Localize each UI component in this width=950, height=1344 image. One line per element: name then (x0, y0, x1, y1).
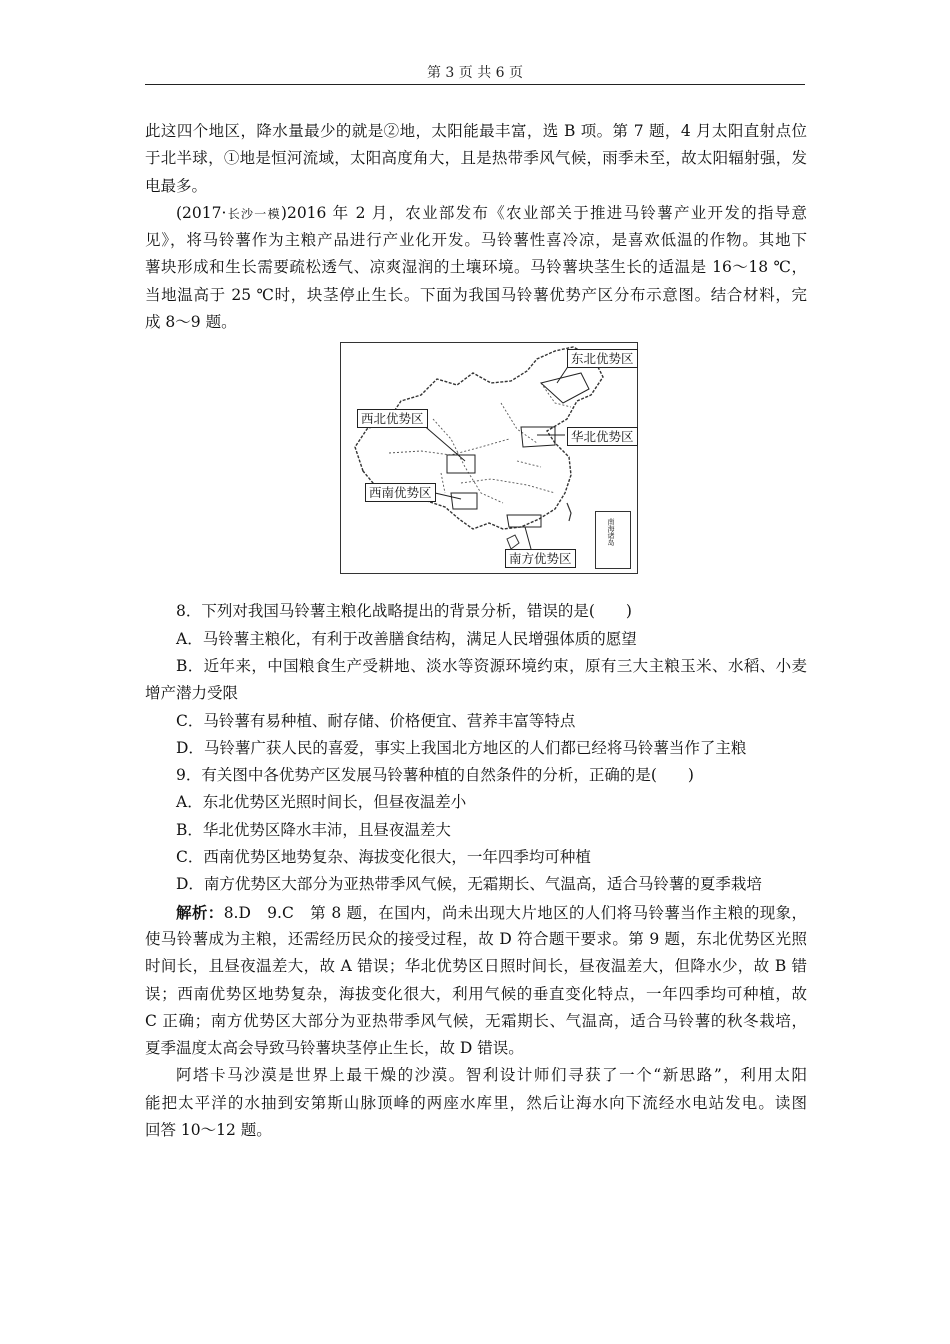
option-a: A．东北优势区光照时间长，但昼夜温差小 (176, 793, 467, 812)
option-c: C．马铃薯有易种植、耐存储、价格便宜、营养丰富等特点 (176, 711, 576, 730)
question-stem: 9．有关图中各优势产区发展马铃薯种植的自然条件的分析，正确的是( ) (176, 766, 694, 785)
option-b: B．华北优势区降水丰沛，且昼夜温差大 (176, 820, 451, 839)
option-d: D．南方优势区大部分为亚热带季风气候，无霜期长、气温高，适合马铃薯的夏季栽培 (176, 875, 762, 894)
text-line: 于北半球，①地是恒河流域，太阳高度角大，且是热带季风气候，雨季未至，故太阳辐射强，发 (145, 149, 807, 168)
option-c: C．西南优势区地势复杂、海拔变化很大，一年四季均可种植 (176, 848, 591, 867)
label-southwest: 西南优势区 (365, 483, 436, 502)
text-line: 当地温高于 25 ℃时，块茎停止生长。下面为我国马铃薯优势产区分布示意图。结合材料，完 (145, 285, 807, 304)
option-b-continued: 增产潜力受限 (145, 684, 239, 703)
text-line (145, 899, 807, 926)
text-line: 阿塔卡马沙漠是世界上最干燥的沙漠。智利设计师们寻获了一个“新思路”，利用太阳 (176, 1066, 807, 1085)
text-line: 此这四个地区，降水量最少的就是②地，太阳能最丰富，选 B 项。第 7 题，4 月太阳直射点位 (145, 122, 807, 140)
answer-key: 8.D 9.C (223, 903, 311, 922)
south-china-sea-inset (595, 511, 631, 569)
text-line: C 正确；南方优势区大部分为亚热带季风气候，无霜期长、气温高，适合马铃薯的秋冬栽培， (145, 1011, 807, 1030)
explanation-paragraph (145, 899, 807, 1063)
inset-label: 南海诸岛 (607, 518, 615, 547)
paragraph-solution-continued (145, 118, 807, 200)
text-line: 误；西南优势区地势复杂，海拔变化很大，利用气候的垂直变化特点，一年四季均可种植，故 (145, 984, 807, 1003)
option-b: B．近年来，中国粮食生产受耕地、淡水等资源环境约束，原有三大主粮玉米、水稻、小麦 (176, 656, 807, 675)
text-line (145, 200, 807, 227)
source-suffix: ) (280, 203, 287, 222)
figure-wrapper (145, 336, 807, 598)
question-9 (145, 762, 807, 898)
question-8 (145, 598, 807, 762)
document-body (145, 118, 807, 1144)
text-line: 时间长，且昼夜温差大，故 A 错误；华北优势区日照时间长，昼夜温差大，但降水少，故 B 错 (145, 957, 807, 976)
label-north-china: 华北优势区 (567, 427, 638, 446)
text-line: 电最多。 (145, 176, 208, 195)
source-place: 长沙一模 (226, 206, 281, 221)
header-divider (145, 84, 805, 85)
text-line: 薯块形成和生长需要疏松透气、凉爽湿润的土壤环境。马铃薯块茎生长的适温是 16～18 ℃， (145, 258, 807, 277)
option-d: D．马铃薯广获人民的喜爱，事实上我国北方地区的人们都已经将马铃薯当作了主粮 (176, 738, 747, 757)
intro-paragraph (145, 200, 807, 336)
text-line: 见》，将马铃薯作为主粮产品进行产业化开发。马铃薯性喜冷凉，是喜欢低温的作物。其地下 (145, 231, 807, 250)
china-potato-map (340, 342, 638, 574)
label-northeast: 东北优势区 (567, 349, 638, 368)
text-line: 能把太平洋的水抽到安第斯山脉顶峰的两座水库里，然后让海水向下流经水电站发电。读图 (145, 1093, 807, 1112)
question-stem: 8．下列对我国马铃薯主粮化战略提出的背景分析，错误的是( ) (176, 602, 632, 621)
text-line: 夏季温度太高会导致马铃薯块茎停止生长，故 D 错误。 (145, 1039, 524, 1058)
final-paragraph (145, 1062, 807, 1144)
explanation-label: 解析： (176, 902, 224, 922)
intro-line-1: 2016 年 2 月，农业部发布《农业部关于推进马铃薯产业开发的指导意 (286, 203, 807, 222)
text-line: 使马铃薯成为主粮，还需经历民众的接受过程，故 D 符合题干要求。第 9 题，东北优势区光照 (145, 929, 807, 948)
china-outline-drawing (341, 343, 637, 573)
page-header: 第 3 页 共 6 页 (426, 65, 524, 81)
text-line: 回答 10～12 题。 (145, 1121, 272, 1140)
text-line: 成 8～9 题。 (145, 313, 237, 332)
source-prefix: (2017· (176, 203, 227, 222)
label-northwest: 西北优势区 (357, 409, 428, 428)
option-a: A．马铃薯主粮化，有利于改善膳食结构，满足人民增强体质的愿望 (176, 629, 637, 648)
label-south: 南方优势区 (505, 549, 576, 568)
explanation-line-1: 第 8 题，在国内，尚未出现大片地区的人们将马铃薯当作主粮的现象， (310, 903, 807, 922)
